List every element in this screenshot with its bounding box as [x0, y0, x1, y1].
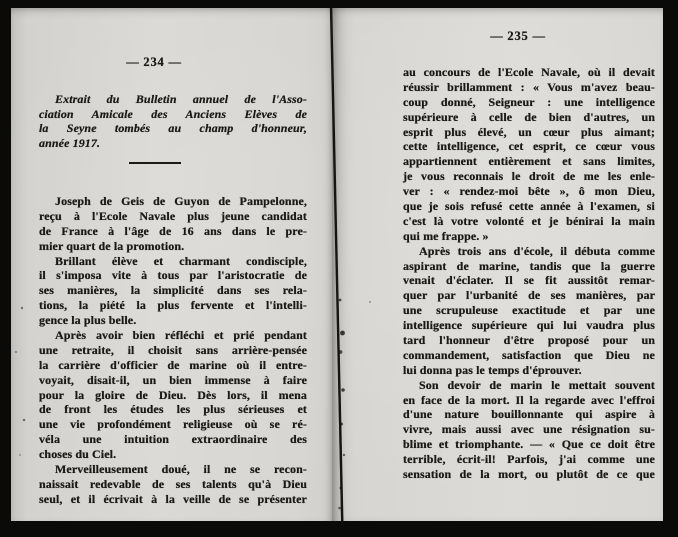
text-line: en face de la mort. Il la regarde avec l'effroi: [403, 392, 655, 407]
text-line: choses du Ciel.: [39, 447, 117, 462]
text-line: année 1917.: [39, 135, 101, 150]
text-line: ver : « rendez-moi bête », ô mon Dieu,: [403, 184, 655, 199]
text-line: une retraite, il choisit sans arrière-pensée: [39, 342, 307, 357]
text-line: de France à l'âge de 16 ans dans le pre-: [39, 223, 307, 238]
text-line: Extrait du Bulletin annuel de l'Asso-: [55, 92, 307, 106]
text-line: au concours de l'Ecole Navale, où il devait: [403, 65, 655, 79]
text-line: reçu à l'Ecole Navale plus jeune candidat: [39, 208, 307, 223]
left-page-body-text: [39, 194, 307, 507]
divider-rule: [129, 162, 181, 164]
text-line: Brillant élève et charmant condisciple,: [55, 253, 307, 268]
text-line: tions, la piété la plus fervente et l'intelli-: [39, 298, 307, 313]
text-line: ciation Amicale des Anciens Elèves de: [39, 106, 307, 121]
text-line: que je sois refusé cette année à l'examen, si: [403, 199, 655, 214]
text-line: voyait, disait-il, un bien immense à faire: [39, 372, 307, 387]
text-line: appartiennent entièrement et sans limites,: [403, 154, 655, 169]
text-line: Merveilleusement doué, il ne se recon-: [55, 462, 307, 477]
text-line: de front les études les plus sérieuses et: [39, 402, 307, 417]
text-line: commandement, satisfaction que Dieu ne: [403, 347, 655, 362]
text-line: tard l'honneur d'être proposé pour un: [403, 333, 655, 348]
text-line: la carrière d'officier de marine où il entre-: [39, 357, 307, 372]
text-line: mier quart de la promotion.: [39, 238, 185, 253]
text-line: ses manières, la simplicité dans ses rela-: [39, 283, 307, 298]
text-line: vivre, mais aussi avec une résignation su-: [403, 422, 655, 437]
left-page-number: — 234 —: [126, 55, 182, 69]
text-line: une vie profondément religieuse où se ré-: [39, 417, 307, 432]
right-page-text-column: [403, 30, 655, 482]
text-line: c'est là votre volonté et je bénirai la main: [403, 213, 655, 228]
text-line: pour la gloire de Dieu. Dès lors, il mena: [39, 387, 307, 402]
text-line: lui donna pas le temps d'éprouver.: [403, 362, 582, 377]
text-line: véla une intuition extraordinaire des: [39, 432, 307, 447]
left-page: [11, 8, 332, 521]
text-line: quer par l'urbanité de ses manières, par: [403, 288, 655, 303]
text-line: une scrupuleuse exactitude et par une: [403, 303, 655, 318]
left-page-text-column: [39, 56, 307, 507]
epigraph: [39, 92, 307, 150]
text-line: intelligence supérieure qui lui vaudra plus: [403, 318, 655, 333]
text-line: je vous reconnais le droit de me les enle-: [403, 169, 655, 184]
text-line: seul, et il écrivait à la veille de se présenter: [39, 491, 307, 506]
right-page: [332, 8, 663, 521]
text-line: Après trois ans d'école, il débuta comme: [419, 243, 655, 258]
text-line: aspirant de marine, tandis que la guerre: [403, 258, 655, 273]
text-line: esprit plus élevé, un cœur plus aimant;: [403, 124, 655, 139]
text-line: blime et triomphante. — « Que ce doit être: [403, 437, 655, 452]
text-line: cette intelligence, cet esprit, ce cœur vous: [403, 139, 655, 154]
right-page-number: — 235 —: [490, 29, 546, 43]
text-line: réussir brillamment : « Vous m'avez beau-: [403, 79, 655, 94]
text-line: Son devoir de marin le mettait souvent: [419, 377, 655, 392]
text-line: terrible, écrit-il! Parfois, j'ai comme une: [403, 452, 655, 467]
text-line: supérieure à celle de bien d'autres, un: [403, 109, 655, 124]
text-line: Après avoir bien réfléchi et prié pendant: [55, 328, 307, 343]
text-line: d'une nature bouillonnante qui aspire à: [403, 407, 655, 422]
text-line: gence la plus belle.: [39, 313, 137, 328]
text-line: qui me frappe. »: [403, 228, 489, 243]
text-line: venait d'éclater. Il se fit aussitôt remar-: [403, 273, 655, 288]
text-line: il s'imposa vite à tous par l'aristocratie de: [39, 268, 307, 283]
text-line: coup donné, Seigneur : une intelligence: [403, 94, 655, 109]
text-line: Joseph de Geis de Guyon de Pampelonne,: [55, 194, 307, 208]
text-line: sensation de la mort, ou plutôt de ce que: [403, 467, 655, 482]
right-page-body-text: [403, 65, 655, 482]
text-line: naissait redevable de ses talents qu'à Dieu: [39, 476, 307, 491]
text-line: la Seyne tombés au champ d'honneur,: [39, 121, 307, 135]
